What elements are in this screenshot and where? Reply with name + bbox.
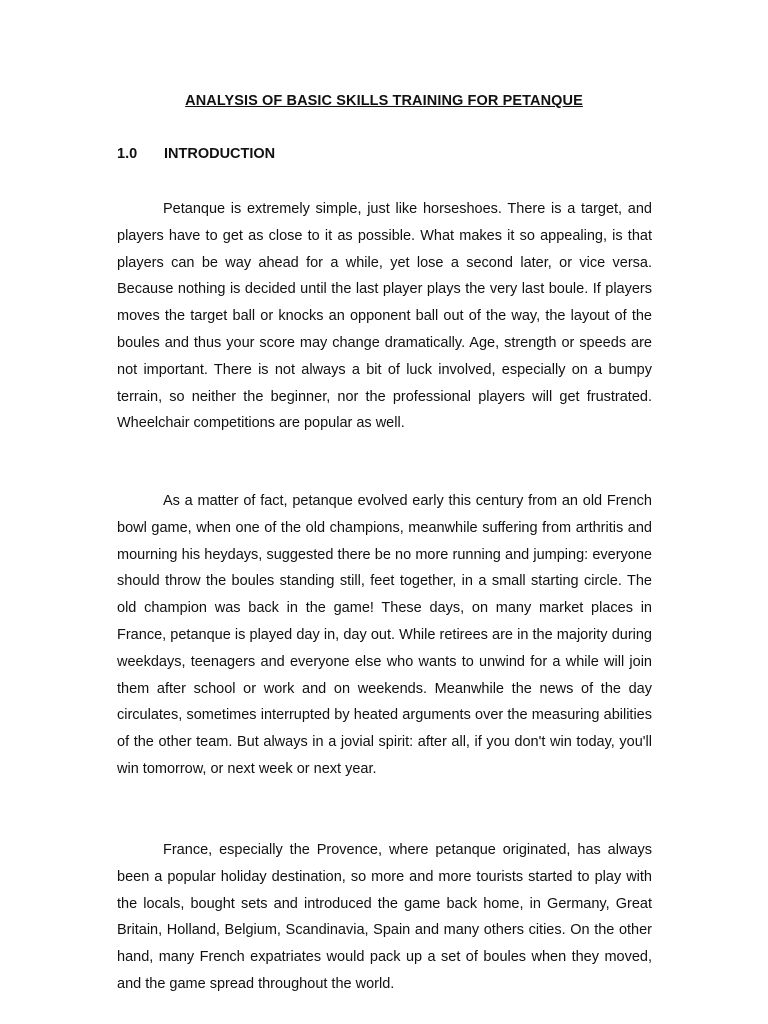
document-title: ANALYSIS OF BASIC SKILLS TRAINING FOR PETANQUE [185,93,583,109]
paragraph-history: As a matter of fact, petanque evolved early this century from an old French bowl game, when one of the old champions, meanwhile suffering from arthritis and mourning his heydays, suggested there be no more running and jumping: everyone should throw the boules standing still, feet together, in a small starting circle. The old champion was back in the game! These days, on many market places in France, petanque is played day in, day out. While retirees are in the majority during weekdays, teenagers and everyone else who wants to unwind for a while will join them after school or work and on weekends. Meanwhile the news of the day circulates, sometimes interrupted by heated arguments over the measuring abilities of the other team. But always in a jovial spirit: after all, if you don't win today, you'll win tomorrow, or next week or next year. [117,493,652,777]
section-title: INTRODUCTION [164,146,276,162]
section-number: 1.0 [117,146,138,162]
paragraph-introduction: Petanque is extremely simple, just like horseshoes. There is a target, and players have to get as close to it as possible. What makes it so appealing, is that players can be way ahead for a while, yet lose a second later, or vice versa. Because nothing is decided until the last player plays the very last boule. If players moves the target ball or knocks an opponent ball out of the way, the layout of the boules and thus your score may change dramatically. Age, strength or speeds are not important. There is not always a bit of luck involved, especially on a bumpy terrain, so neither the beginner, nor the professional players will get frustrated. Wheelchair competitions are popular as well. [117,201,652,432]
paragraph-spread: France, especially the Provence, where petanque originated, has always been a popular holiday destination, so more and more tourists started to play with the locals, bought sets and introduced the game back home, in Germany, Great Britain, Holland, Belgium, Scandinavia, Spain and many others cities. On the other hand, many French expatriates would pack up a set of boules when they moved, and the game spread throughout the world. [117,842,652,992]
section-heading [117,146,275,162]
